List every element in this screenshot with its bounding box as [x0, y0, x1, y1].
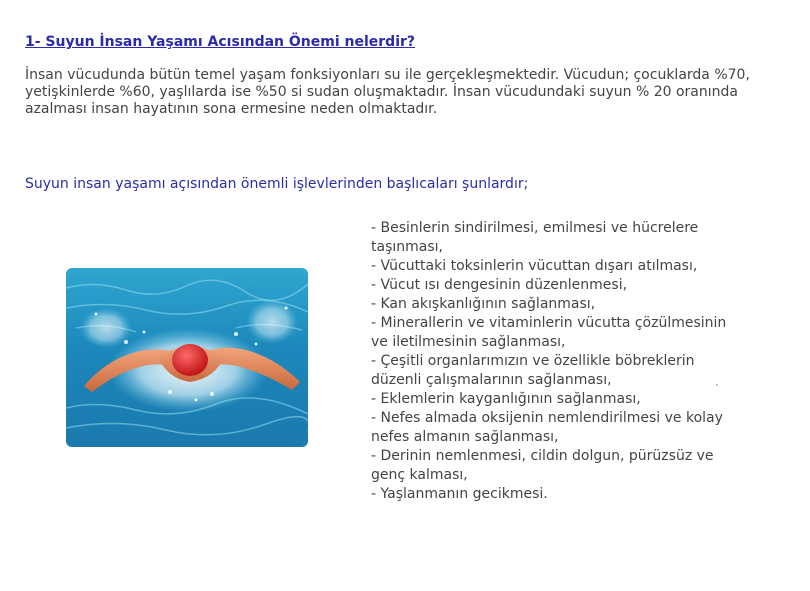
list-item: - Besinlerin sindirilmesi, emilmesi ve hücrelere taşınması, [371, 220, 699, 255]
list-item: - Eklemlerin kayganlığının sağlanması, [371, 391, 641, 407]
list-item: - Vücut ısı dengesinin düzenlenmesi, [371, 277, 628, 293]
list-item: - Derinin nemlenmesi, cildin dolgun, pürüzsüz ve genç kalması, [371, 448, 714, 483]
swimmer-butterfly-icon [66, 268, 308, 447]
swimmer-photo [66, 268, 308, 447]
list-item: - Vücuttaki toksinlerin vücuttan dışarı atılması, [371, 258, 698, 274]
list-item: - Çeşitli organlarımızın ve özellikle böbreklerin düzenli çalışmalarının sağlanması, [371, 353, 695, 388]
page-title: 1- Suyun İnsan Yaşamı Acısından Önemi nelerdir? [25, 34, 416, 50]
intro-paragraph: İnsan vücudunda bütün temel yaşam fonksiyonları su ile gerçekleşmektedir. Vücudun; çocuklarda %70, yetişkinlerde %60, yaşlılarda ise %50 si sudan oluşmaktadır. İnsan vücudundaki suyun % 20 oranında azalması insan hayatının sona ermesine neden olmaktadır. [25, 67, 750, 117]
functions-list [371, 219, 731, 504]
list-item: - Kan akışkanlığının sağlanması, [371, 296, 596, 312]
list-item: - Nefes almada oksijenin nemlendirilmesi ve kolay nefes almanın sağlanması, [371, 410, 723, 445]
list-item: - Yaşlanmanın gecikmesi. [371, 486, 548, 502]
decorative-dot [716, 384, 718, 386]
list-item: - Minerallerin ve vitaminlerin vücutta çözülmesinin ve iletilmesinin sağlanması, [371, 315, 727, 350]
functions-heading: Suyun insan yaşamı açısından önemli işlevlerinden başlıcaları şunlardır; [25, 176, 529, 192]
